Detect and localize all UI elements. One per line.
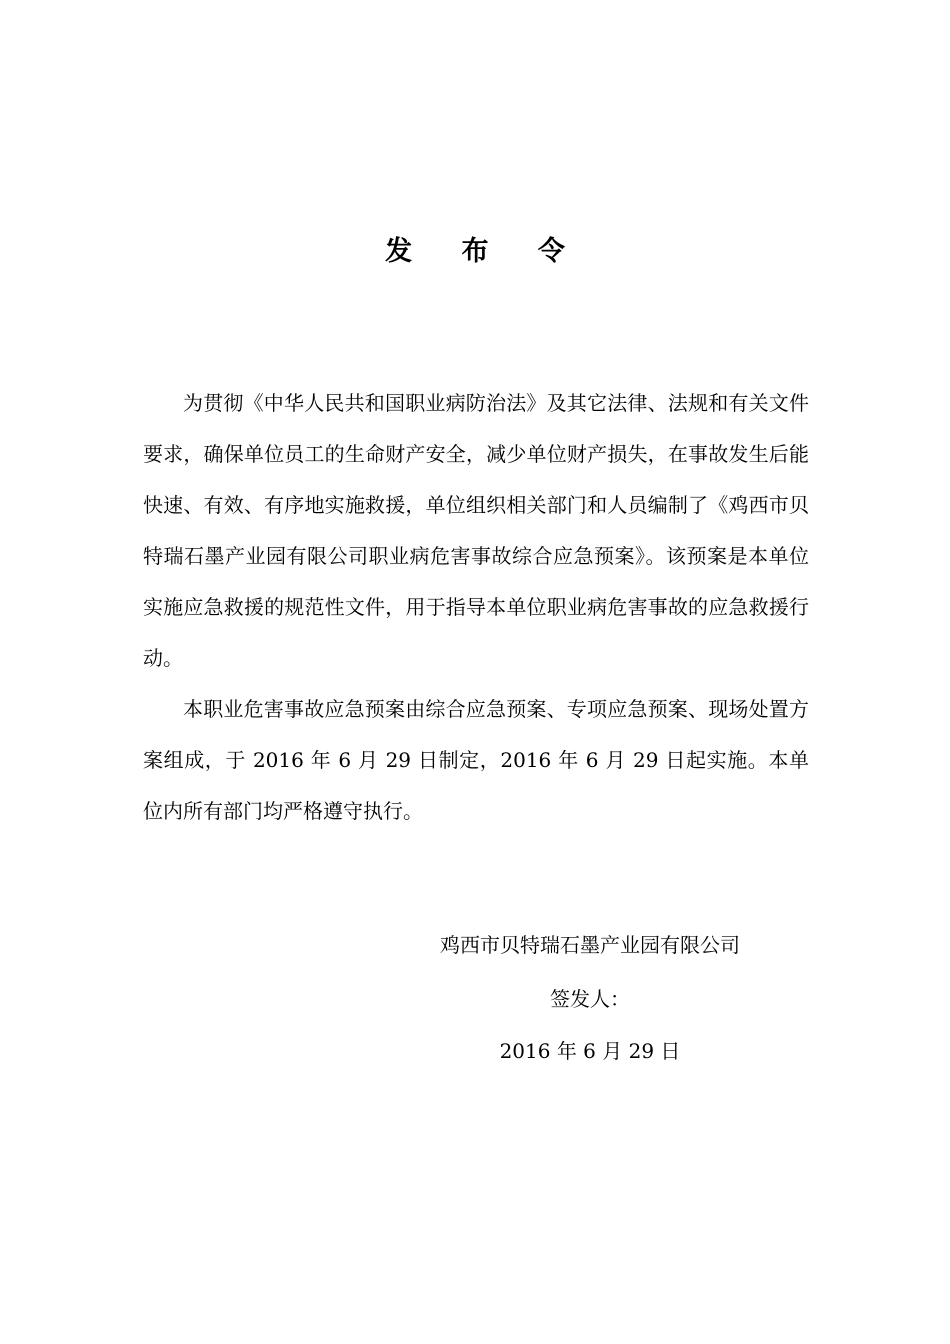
paragraph-1: 为贯彻《中华人民共和国职业病防治法》及其它法律、法规和有关文件要求，确保单位员工的生命财产安全，减少单位财产损失，在事故发生后能快速、有效、有序地实施救援，单位组织相关部门和人员编制了《鸡西市贝特瑞石墨产业园有限公司职业病危害事故综合应急预案》。该预案是本单位实施应急救援的规范性文件，用于指导本单位职业病危害事故的应急救援行动。 [143, 391, 809, 670]
document-title: 发 布 令 [385, 236, 585, 267]
paragraph-2: 本职业危害事故应急预案由综合应急预案、专项应急预案、现场处置方案组成，于 2016 年 6 月 29 日制定，2016 年 6 月 29 日起实施。本单位内所有部门均严格遵守执行。 [143, 697, 809, 823]
signature-date: 2016 年 6 月 29 日 [499, 1039, 681, 1063]
signature-company: 鸡西市贝特瑞石墨产业园有限公司 [440, 933, 740, 957]
signature-signer-label: 签发人： [550, 987, 630, 1011]
document-body [143, 378, 809, 837]
